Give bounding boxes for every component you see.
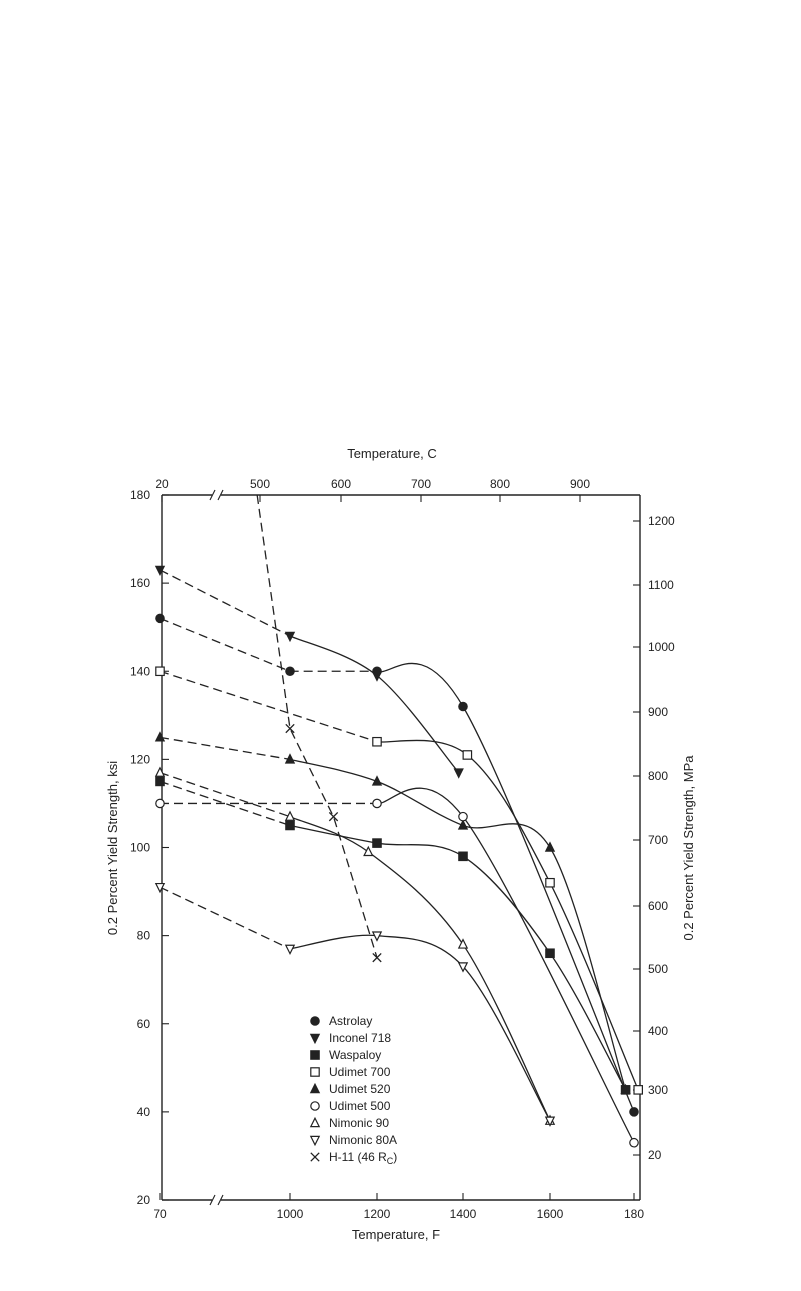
series-waspaloy (156, 777, 630, 1094)
y-tick-label: 60 (136, 1016, 150, 1031)
x2-tick-label: 900 (569, 477, 591, 491)
data-point (156, 667, 164, 675)
legend-label: H-11 (46 $R_C$) (329, 1150, 398, 1166)
y2-tick-label: 20 (648, 1148, 662, 1162)
top-axis-break (210, 490, 223, 500)
data-point (459, 702, 467, 710)
data-point (373, 738, 381, 746)
legend-marker (311, 1153, 319, 1161)
data-point (156, 733, 164, 741)
series-udimet-700 (156, 667, 643, 1094)
y2-tick-label: 300 (648, 1083, 669, 1097)
legend-item-waspaloy (311, 1048, 381, 1062)
series-astrolay (156, 614, 638, 1116)
y-tick-label: 140 (129, 664, 150, 679)
x-tick-label: 1400 (449, 1207, 477, 1221)
legend-item-nimonic-80a (311, 1133, 397, 1147)
data-point (373, 839, 381, 847)
x-tick-label: 70 (153, 1207, 167, 1221)
y2-tick-label: 400 (648, 1024, 669, 1038)
legend-marker (311, 1102, 319, 1110)
data-point (364, 847, 372, 855)
legend-label: Udimet 500 (329, 1099, 391, 1113)
legend-item-nimonic-90 (311, 1116, 390, 1130)
series-line-dashed (160, 737, 290, 759)
bottom-axis-title: Temperature, F (351, 1227, 441, 1242)
legend-item-inconel-718 (311, 1031, 392, 1045)
data-point (373, 799, 381, 807)
data-point (156, 884, 164, 892)
data-point (373, 672, 381, 680)
x2-tick-label: 600 (330, 477, 352, 491)
legend-label: Udimet 700 (329, 1065, 391, 1079)
x-tick-label: 1200 (363, 1207, 391, 1221)
legend-item-udimet-520 (311, 1082, 391, 1096)
series-line-dashed (160, 887, 290, 949)
legend-marker (311, 1051, 319, 1059)
data-point (455, 769, 463, 777)
data-point (459, 852, 467, 860)
data-point (156, 614, 164, 622)
y2-tick-label: 1100 (648, 578, 674, 592)
data-point (286, 945, 294, 953)
data-point (156, 768, 164, 776)
data-point (156, 799, 164, 807)
y2-tick-label: 600 (648, 899, 669, 913)
data-point (373, 953, 381, 961)
legend-marker (311, 1084, 319, 1092)
y-tick-label: 80 (136, 928, 150, 943)
x-tick-label: 180 (623, 1207, 645, 1221)
legend-marker (311, 1136, 319, 1144)
legend-item-h-11-46-r-c (311, 1150, 397, 1166)
series-udimet-500 (156, 788, 638, 1147)
series-line-dashed (160, 671, 377, 742)
data-point (630, 1139, 638, 1147)
top-break-gap (212, 490, 221, 500)
data-point (156, 566, 164, 574)
data-point (286, 821, 294, 829)
legend-item-udimet-700 (311, 1065, 391, 1079)
bottom-break-gap (212, 1195, 221, 1205)
data-point (156, 777, 164, 785)
y-tick-label: 40 (136, 1104, 150, 1119)
top-axis-title: Temperature, C (347, 446, 437, 461)
legend-label: Nimonic 90 (329, 1116, 390, 1130)
x-tick-label: 1000 (276, 1207, 304, 1221)
bottom-axis-break (210, 1195, 223, 1205)
legend-marker (311, 1034, 319, 1042)
y-tick-label: 180 (129, 488, 150, 502)
legend-label: Udimet 520 (329, 1082, 391, 1096)
y2-tick-label: 800 (648, 769, 669, 783)
data-point (634, 1086, 642, 1094)
chart-axes (130, 477, 675, 1221)
series-udimet-520 (156, 733, 630, 1094)
y-tick-label: 20 (136, 1193, 150, 1207)
y2-tick-label: 900 (648, 705, 669, 719)
y2-tick-label: 500 (648, 962, 669, 976)
series-line-dashed (160, 773, 290, 817)
data-point (463, 751, 471, 759)
data-point (329, 812, 337, 820)
series-h-11-46-r-c (257, 495, 381, 962)
x-tick-label: 1600 (536, 1207, 564, 1221)
data-point (630, 1108, 638, 1116)
legend-label: Astrolay (329, 1014, 373, 1028)
y2-tick-label: 700 (648, 833, 669, 847)
legend (311, 1014, 397, 1166)
y2-tick-label: 1000 (648, 640, 675, 654)
series-line-solid (290, 636, 459, 773)
series-line-dashed (257, 495, 377, 958)
y-tick-label: 100 (129, 840, 150, 855)
legend-label: Waspaloy (329, 1048, 382, 1062)
y-tick-label: 160 (129, 576, 150, 591)
x2-tick-label: 800 (489, 477, 511, 491)
data-point (546, 949, 554, 957)
legend-label: Nimonic 80A (329, 1133, 398, 1147)
legend-marker (311, 1068, 319, 1076)
series-line-dashed (160, 618, 377, 671)
x2-tick-label: 20 (155, 477, 169, 491)
legend-item-udimet-500 (311, 1099, 391, 1113)
left-axis-title: 0.2 Percent Yield Strength, ksi (105, 760, 120, 936)
plot-area (156, 495, 643, 1147)
x2-tick-label: 700 (410, 477, 432, 491)
legend-item-astrolay (311, 1014, 373, 1028)
legend-marker (311, 1118, 319, 1126)
x2-tick-label: 500 (249, 477, 271, 491)
legend-label: Inconel 718 (329, 1031, 392, 1045)
series-line-solid (377, 788, 634, 1143)
legend-marker (311, 1017, 319, 1025)
data-point (286, 667, 294, 675)
data-point (459, 812, 467, 820)
y2-tick-label: 1200 (648, 514, 675, 528)
data-point (546, 879, 554, 887)
y-tick-label: 120 (129, 752, 150, 767)
right-axis-title: 0.2 Percent Yield Strength, MPa (681, 755, 696, 941)
